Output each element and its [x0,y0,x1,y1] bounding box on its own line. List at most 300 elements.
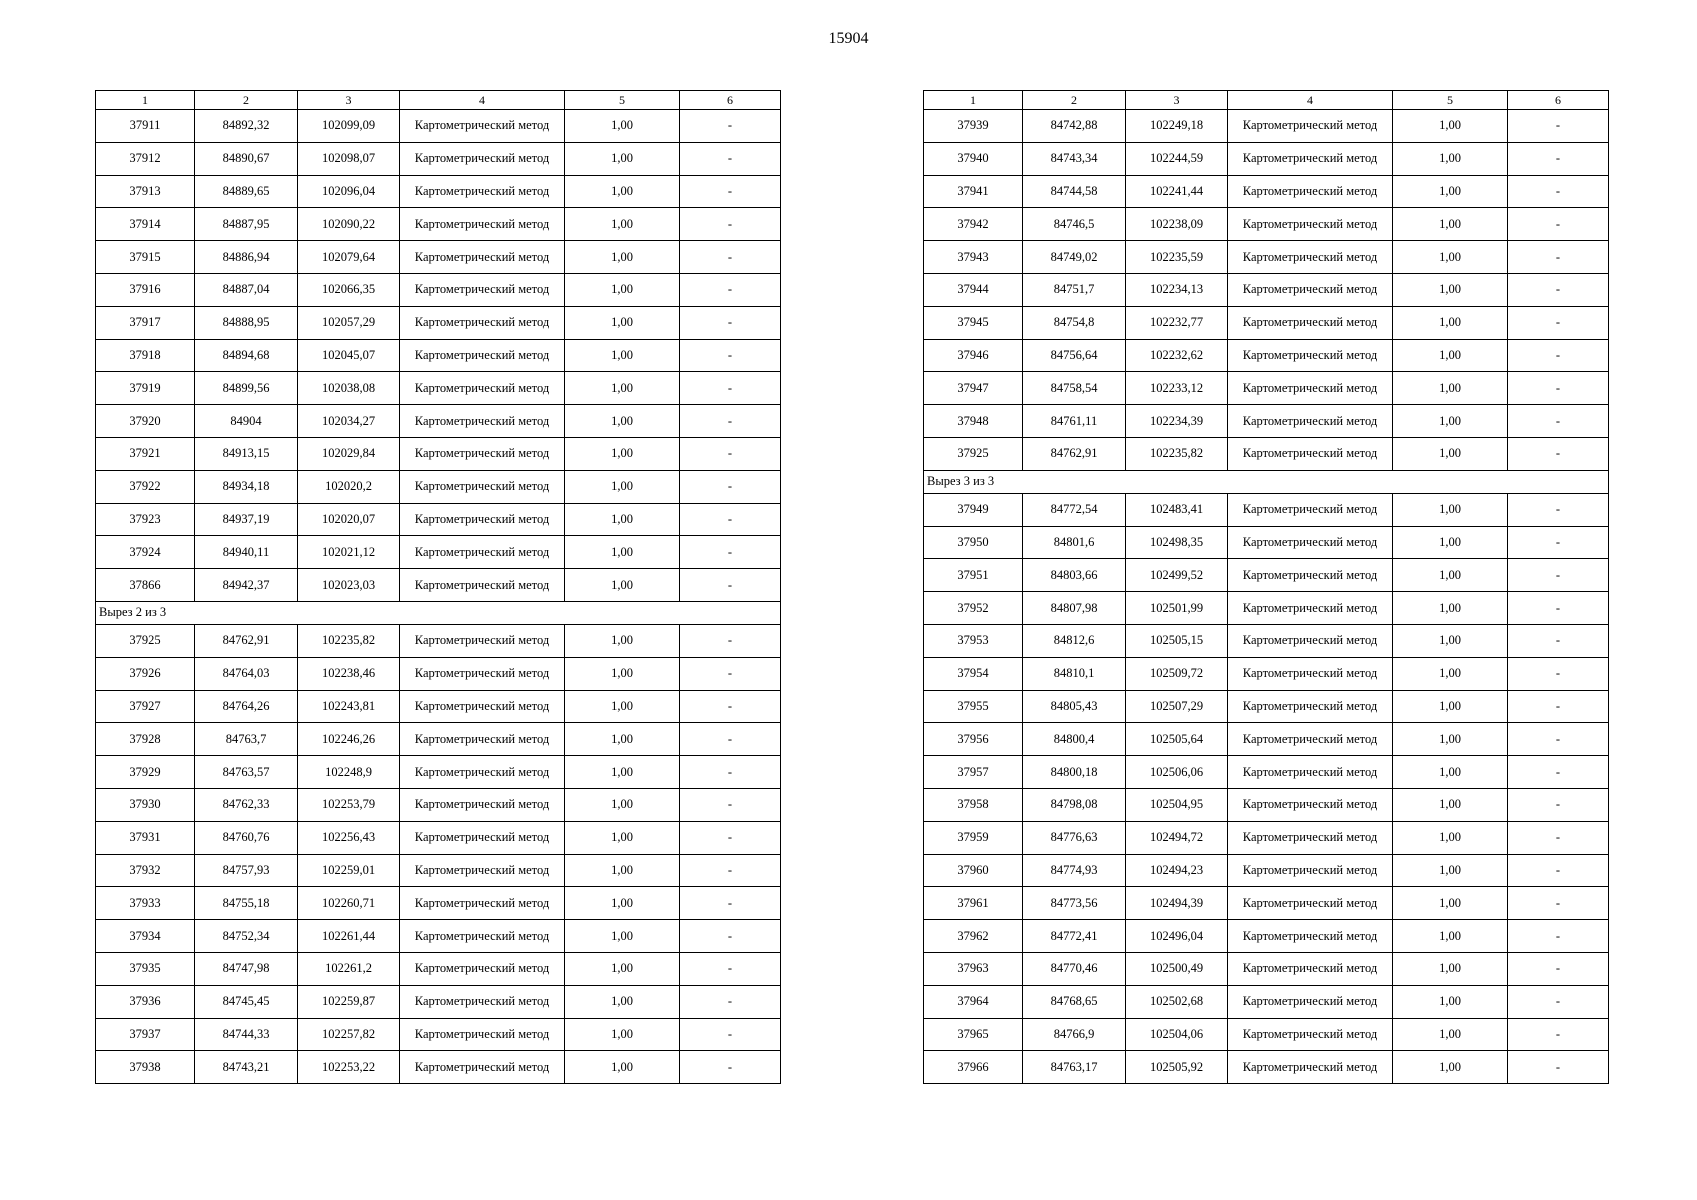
table-cell: - [680,756,781,789]
table-cell: - [680,273,781,306]
table-cell: 37938 [96,1051,195,1084]
table-cell: 1,00 [565,470,680,503]
table-cell: Картометрический метод [1228,1018,1393,1051]
table-cell: 102099,09 [298,110,400,143]
table-cell: 37914 [96,208,195,241]
table-row [924,821,1609,854]
table-cell: 84768,65 [1023,985,1126,1018]
table-cell: - [680,887,781,920]
table-cell: 1,00 [565,788,680,821]
column-header: 5 [1393,91,1508,110]
table-cell: - [1508,952,1609,985]
table-cell: - [680,1018,781,1051]
table-cell: 1,00 [565,405,680,438]
table-cell: 37952 [924,592,1023,625]
table-cell: 37950 [924,526,1023,559]
table-row [924,657,1609,690]
table-cell: - [680,175,781,208]
table-cell: 102241,44 [1126,175,1228,208]
table-cell: - [1508,887,1609,920]
table-cell: Картометрический метод [400,723,565,756]
table-cell: 1,00 [1393,306,1508,339]
table-cell: Картометрический метод [400,854,565,887]
table-cell: 84766,9 [1023,1018,1126,1051]
table-cell: 102057,29 [298,306,400,339]
table-cell: Картометрический метод [400,756,565,789]
table-cell: 1,00 [1393,405,1508,438]
table-cell: 84763,17 [1023,1051,1126,1084]
table-cell: - [1508,657,1609,690]
table-row [96,952,781,985]
table-cell: - [680,241,781,274]
table-cell: 102504,06 [1126,1018,1228,1051]
table-cell: - [1508,592,1609,625]
table-cell: Картометрический метод [400,657,565,690]
table-row [96,470,781,503]
table-cell: Картометрический метод [400,1051,565,1084]
table-cell: 102257,82 [298,1018,400,1051]
table-cell: 102509,72 [1126,657,1228,690]
table-cell: 102483,41 [1126,493,1228,526]
table-cell: Картометрический метод [400,437,565,470]
table-cell: 37925 [96,624,195,657]
column-header: 2 [195,91,298,110]
table-cell: 84888,95 [195,306,298,339]
table-cell: - [1508,241,1609,274]
table-cell: 84890,67 [195,142,298,175]
table-cell: 84746,5 [1023,208,1126,241]
table-cell: 1,00 [1393,723,1508,756]
table-cell: 102253,79 [298,788,400,821]
table-cell: 1,00 [1393,854,1508,887]
table-cell: 84762,33 [195,788,298,821]
table-row [924,372,1609,405]
table-cell: - [680,690,781,723]
table-cell: 37944 [924,273,1023,306]
table-cell: 1,00 [1393,1018,1508,1051]
table-cell: 1,00 [1393,526,1508,559]
table-cell: 84776,63 [1023,821,1126,854]
column-header: 5 [565,91,680,110]
table-cell: Картометрический метод [1228,723,1393,756]
table-cell: - [680,1051,781,1084]
section-label: Вырез 3 из 3 [924,470,1609,493]
table-cell: 102496,04 [1126,920,1228,953]
table-header-row [96,91,781,110]
table-cell: - [680,110,781,143]
table-row [924,241,1609,274]
table-cell: 102235,82 [1126,437,1228,470]
table-cell: - [1508,723,1609,756]
table-cell: 84743,21 [195,1051,298,1084]
table-cell: 84761,11 [1023,405,1126,438]
table-cell: 84801,6 [1023,526,1126,559]
table-row [924,690,1609,723]
table-row [924,887,1609,920]
table-cell: - [680,788,781,821]
table-row [96,920,781,953]
table-row [96,175,781,208]
table-cell: - [680,372,781,405]
table-cell: 84774,93 [1023,854,1126,887]
table-cell: 84807,98 [1023,592,1126,625]
table-row [924,723,1609,756]
table-cell: - [1508,306,1609,339]
table-cell: 37945 [924,306,1023,339]
table-cell: 84747,98 [195,952,298,985]
table-cell: 37927 [96,690,195,723]
table-cell: Картометрический метод [1228,657,1393,690]
table-cell: - [1508,493,1609,526]
table-row [924,142,1609,175]
table-cell: 84892,32 [195,110,298,143]
table-cell: Картометрический метод [400,372,565,405]
table-cell: 1,00 [565,536,680,569]
table-cell: Картометрический метод [400,887,565,920]
table-cell: Картометрический метод [400,208,565,241]
table-cell: 37911 [96,110,195,143]
table-cell: 1,00 [565,854,680,887]
table-row [924,493,1609,526]
table-cell: 37917 [96,306,195,339]
table-cell: 84889,65 [195,175,298,208]
table-cell: 37937 [96,1018,195,1051]
table-cell: 1,00 [1393,690,1508,723]
table-cell: 102243,81 [298,690,400,723]
table-cell: 84810,1 [1023,657,1126,690]
table-cell: 1,00 [1393,624,1508,657]
table-cell: 1,00 [1393,952,1508,985]
table-row [96,208,781,241]
table-cell: 1,00 [1393,372,1508,405]
table-cell: 1,00 [1393,756,1508,789]
table-row [924,756,1609,789]
table-cell: - [1508,110,1609,143]
table-cell: 37935 [96,952,195,985]
table-cell: 37964 [924,985,1023,1018]
table-cell: 102238,46 [298,657,400,690]
table-cell: 84904 [195,405,298,438]
coordinates-table-right [923,90,1609,1084]
table-cell: 37961 [924,887,1023,920]
table-cell: 37921 [96,437,195,470]
table-cell: Картометрический метод [1228,821,1393,854]
table-cell: 84913,15 [195,437,298,470]
table-cell: 102500,49 [1126,952,1228,985]
table-cell: Картометрический метод [400,624,565,657]
table-cell: Картометрический метод [400,569,565,602]
table-row [924,920,1609,953]
table-cell: Картометрический метод [1228,208,1393,241]
table-cell: 1,00 [565,723,680,756]
table-cell: 37962 [924,920,1023,953]
table-cell: 84758,54 [1023,372,1126,405]
table-cell: 1,00 [565,1018,680,1051]
table-cell: Картометрический метод [400,788,565,821]
table-cell: Картометрический метод [1228,142,1393,175]
table-row [924,208,1609,241]
table-cell: 37913 [96,175,195,208]
table-cell: 37939 [924,110,1023,143]
table-cell: 1,00 [565,175,680,208]
table-row [96,569,781,602]
table-cell: 102034,27 [298,405,400,438]
table-cell: 37932 [96,854,195,887]
table-cell: 37922 [96,470,195,503]
table-row [96,788,781,821]
table-row [96,1051,781,1084]
table-cell: 1,00 [1393,437,1508,470]
table-cell: 102494,39 [1126,887,1228,920]
table-cell: 102499,52 [1126,559,1228,592]
table-cell: 102235,82 [298,624,400,657]
table-cell: Картометрический метод [1228,437,1393,470]
table-cell: 37940 [924,142,1023,175]
table-cell: Картометрический метод [1228,920,1393,953]
table-cell: 37954 [924,657,1023,690]
table-cell: 84762,91 [1023,437,1126,470]
table-row [96,756,781,789]
table-cell: 102259,87 [298,985,400,1018]
table-cell: 37963 [924,952,1023,985]
table-cell: Картометрический метод [1228,1051,1393,1084]
table-row [924,788,1609,821]
table-cell: Картометрический метод [400,273,565,306]
table-cell: 84937,19 [195,503,298,536]
table-cell: 37957 [924,756,1023,789]
table-row [924,437,1609,470]
table-cell: Картометрический метод [1228,756,1393,789]
table-cell: 102244,59 [1126,142,1228,175]
table-row [924,985,1609,1018]
table-cell: 102261,44 [298,920,400,953]
table-cell: 37955 [924,690,1023,723]
table-cell: 37916 [96,273,195,306]
table-cell: 1,00 [565,920,680,953]
table-cell: 1,00 [565,821,680,854]
table-cell: 84812,6 [1023,624,1126,657]
table-cell: 102023,03 [298,569,400,602]
section-row [96,601,781,624]
table-cell: 102507,29 [1126,690,1228,723]
table-cell: 102502,68 [1126,985,1228,1018]
table-cell: 37925 [924,437,1023,470]
table-row [96,536,781,569]
table-cell: 1,00 [565,339,680,372]
column-header: 1 [96,91,195,110]
table-cell: - [1508,854,1609,887]
table-cell: 84751,7 [1023,273,1126,306]
table-cell: - [1508,339,1609,372]
table-cell: 102096,04 [298,175,400,208]
table-cell: Картометрический метод [1228,526,1393,559]
table-cell: 84942,37 [195,569,298,602]
table-cell: 37923 [96,503,195,536]
table-cell: 37948 [924,405,1023,438]
table-cell: 84757,93 [195,854,298,887]
table-cell: Картометрический метод [400,985,565,1018]
column-header: 3 [298,91,400,110]
table-row [96,887,781,920]
table-cell: 37929 [96,756,195,789]
table-cell: 102259,01 [298,854,400,887]
table-cell: 102494,72 [1126,821,1228,854]
table-cell: 84762,91 [195,624,298,657]
table-row [96,657,781,690]
table-cell: Картометрический метод [1228,788,1393,821]
table-cell: 84886,94 [195,241,298,274]
table-row [96,142,781,175]
table-cell: 1,00 [565,437,680,470]
table-cell: 37960 [924,854,1023,887]
table-cell: 84760,76 [195,821,298,854]
table-cell: Картометрический метод [400,952,565,985]
column-header: 4 [1228,91,1393,110]
table-cell: 1,00 [565,110,680,143]
table-cell: 37926 [96,657,195,690]
table-cell: 1,00 [1393,110,1508,143]
table-cell: 37936 [96,985,195,1018]
table-cell: 102505,64 [1126,723,1228,756]
table-cell: - [680,854,781,887]
table-cell: 102504,95 [1126,788,1228,821]
table-cell: Картометрический метод [1228,854,1393,887]
table-cell: 84763,7 [195,723,298,756]
table-cell: - [1508,559,1609,592]
table-cell: 1,00 [565,887,680,920]
table-row [96,241,781,274]
table-cell: 37928 [96,723,195,756]
table-cell: 84798,08 [1023,788,1126,821]
table-cell: - [680,503,781,536]
column-header: 6 [1508,91,1609,110]
table-cell: 84770,46 [1023,952,1126,985]
table-cell: 84742,88 [1023,110,1126,143]
table-cell: 37915 [96,241,195,274]
table-cell: 102029,84 [298,437,400,470]
table-cell: - [680,657,781,690]
table-row [96,306,781,339]
table-cell: 102505,15 [1126,624,1228,657]
table-row [924,339,1609,372]
table-row [96,437,781,470]
table-cell: 84754,8 [1023,306,1126,339]
table-cell: 84744,58 [1023,175,1126,208]
table-cell: 37934 [96,920,195,953]
table-cell: - [1508,175,1609,208]
table-cell: 1,00 [1393,339,1508,372]
table-cell: 84744,33 [195,1018,298,1051]
table-cell: 37924 [96,536,195,569]
table-cell: - [680,569,781,602]
table-cell: 102045,07 [298,339,400,372]
table-cell: 84805,43 [1023,690,1126,723]
table-cell: - [680,208,781,241]
table-cell: 1,00 [565,503,680,536]
table-cell: 37951 [924,559,1023,592]
table-cell: Картометрический метод [1228,339,1393,372]
page-number: 15904 [828,30,869,47]
table-cell: Картометрический метод [1228,952,1393,985]
table-row [924,405,1609,438]
table-cell: 102232,62 [1126,339,1228,372]
table-cell: 37912 [96,142,195,175]
table-cell: 1,00 [565,624,680,657]
table-row [96,110,781,143]
table-cell: - [1508,526,1609,559]
table-row [924,559,1609,592]
table-cell: Картометрический метод [1228,493,1393,526]
table-cell: 84887,95 [195,208,298,241]
table-cell: 37918 [96,339,195,372]
table-row [96,1018,781,1051]
table-cell: 84772,54 [1023,493,1126,526]
table-cell: 37942 [924,208,1023,241]
table-cell: Картометрический метод [1228,306,1393,339]
table-cell: 1,00 [1393,788,1508,821]
table-cell: 84934,18 [195,470,298,503]
column-header: 2 [1023,91,1126,110]
table-cell: 84803,66 [1023,559,1126,592]
table-cell: - [680,339,781,372]
table-cell: Картометрический метод [400,405,565,438]
table-cell: 84940,11 [195,536,298,569]
table-cell: 102238,09 [1126,208,1228,241]
section-row [924,470,1609,493]
table-cell: 84764,26 [195,690,298,723]
table-body [96,110,781,1084]
table-cell: 102235,59 [1126,241,1228,274]
table-cell: - [1508,690,1609,723]
table-cell: 102246,26 [298,723,400,756]
table-cell: - [680,306,781,339]
table-row [924,273,1609,306]
table-cell: 102233,12 [1126,372,1228,405]
table-cell: - [1508,788,1609,821]
table-cell: 84899,56 [195,372,298,405]
table-row [96,372,781,405]
table-cell: Картометрический метод [1228,110,1393,143]
table-cell: Картометрический метод [1228,273,1393,306]
table-cell: Картометрический метод [400,1018,565,1051]
table-row [96,690,781,723]
table-cell: 102501,99 [1126,592,1228,625]
table-cell: 102253,22 [298,1051,400,1084]
table-cell: 1,00 [1393,142,1508,175]
table-cell: 102098,07 [298,142,400,175]
table-cell: - [1508,920,1609,953]
table-cell: 102261,2 [298,952,400,985]
table-row [924,854,1609,887]
table-cell: 1,00 [1393,592,1508,625]
table-cell: - [1508,437,1609,470]
table-cell: Картометрический метод [400,503,565,536]
table-cell: - [1508,985,1609,1018]
table-cell: 1,00 [1393,821,1508,854]
column-header: 3 [1126,91,1228,110]
table-cell: - [680,470,781,503]
table-cell: 37920 [96,405,195,438]
table-cell: 37953 [924,624,1023,657]
table-cell: Картометрический метод [400,175,565,208]
table-cell: 1,00 [565,952,680,985]
table-cell: Картометрический метод [400,110,565,143]
table-cell: 37933 [96,887,195,920]
table-cell: 84743,34 [1023,142,1126,175]
table-cell: Картометрический метод [400,821,565,854]
table-cell: 1,00 [1393,559,1508,592]
table-cell: 84749,02 [1023,241,1126,274]
